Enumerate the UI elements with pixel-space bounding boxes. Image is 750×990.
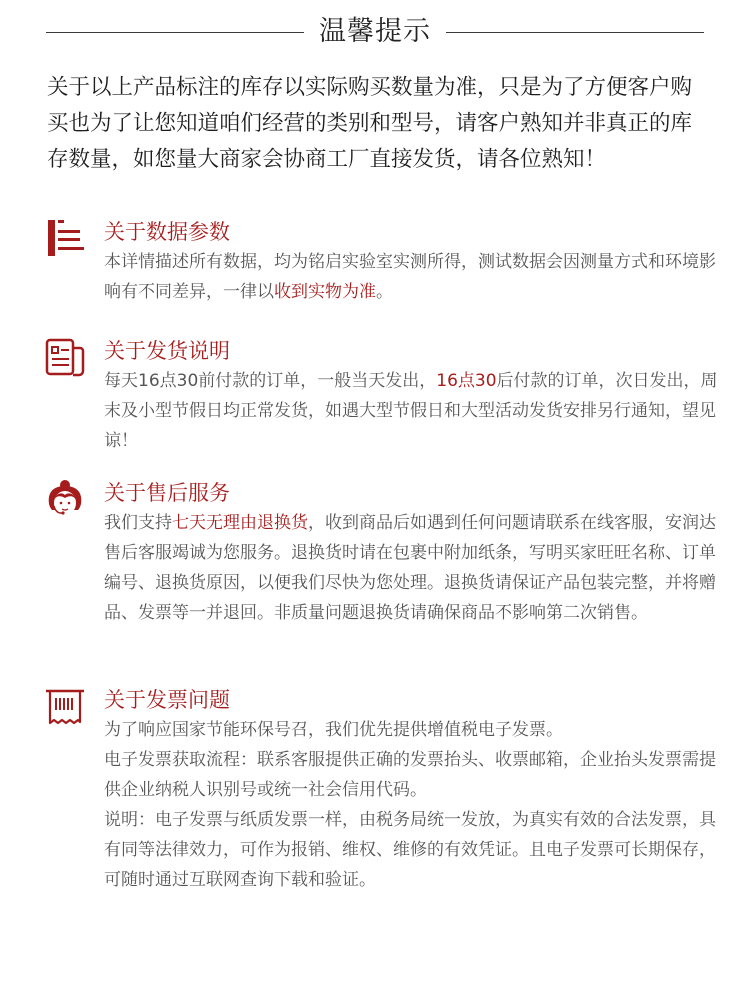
header-right-rule xyxy=(446,32,704,33)
section-title: 关于售后服务 xyxy=(104,481,230,505)
page-title: 温馨提示 xyxy=(319,16,431,47)
body-text: 本详情描述所有数据，均为铭启实验室实测所得，测试数据会因测量方式和环境影响有不同差异，一律以 xyxy=(104,252,716,302)
body-text: ，收到商品后如遇到任何问题请联系在线客服，安润达售后客服竭诚为您服务。退换货时请在包裹中附加纸条，写明买家旺旺名称、订单编号、退换货原因，以便我们尽快为您处理。退换货请保证产品包装完整，并将赠品、发票等一并退回。非质量问题退换货请确保商品不影响第二次销售。 xyxy=(104,513,716,623)
intro-notice: 关于以上产品标注的库存以实际购买数量为准，只是为了方便客户购买也为了让您知道咱们经营的类别和型号，请客户熟知并非真正的库存数量，如您量大商家会协商工厂直接发货，请各位熟知！ xyxy=(47,75,693,172)
section-title: 关于发货说明 xyxy=(104,339,230,363)
section-body xyxy=(104,366,719,456)
header-left-rule xyxy=(46,32,304,33)
data-bars-icon xyxy=(44,217,86,259)
header xyxy=(0,12,750,52)
document-icon xyxy=(44,336,86,378)
body-text: 后付款的订单，次日发出，周末及小型节假日均正常发货，如遇大型节假日和大型活动发货安排另行通知，望见谅！ xyxy=(104,371,718,451)
invoice-icon xyxy=(44,685,86,727)
body-text: 每天16点30前付款的订单，一般当天发出， xyxy=(104,371,437,391)
body-text: 我们支持 xyxy=(104,513,172,533)
section-title: 关于发票问题 xyxy=(104,688,230,712)
body-paragraph: 电子发票获取流程：联系客服提供正确的发票抬头、收票邮箱，企业抬头发票需提供企业纳税人识别号或统一社会信用代码。 xyxy=(104,750,716,800)
body-text: 。 xyxy=(376,282,393,302)
highlight-text: 七天无理由退换货 xyxy=(172,513,308,533)
section-body xyxy=(104,508,719,628)
highlight-text: 收到实物为准 xyxy=(274,282,376,302)
section-body xyxy=(104,715,719,895)
body-paragraph: 说明：电子发票与纸质发票一样，由税务局统一发放，为真实有效的合法发票，具有同等法律效力，可作为报销、维权、维修的有效凭证。且电子发票可长期保存，可随时通过互联网查询下载和验证。 xyxy=(104,810,716,890)
section-title: 关于数据参数 xyxy=(104,220,230,244)
highlight-text: 16点30 xyxy=(436,371,497,391)
section-body xyxy=(104,247,719,307)
body-paragraph: 为了响应国家节能环保号召，我们优先提供增值税电子发票。 xyxy=(104,720,563,740)
customer-service-icon xyxy=(44,478,86,520)
